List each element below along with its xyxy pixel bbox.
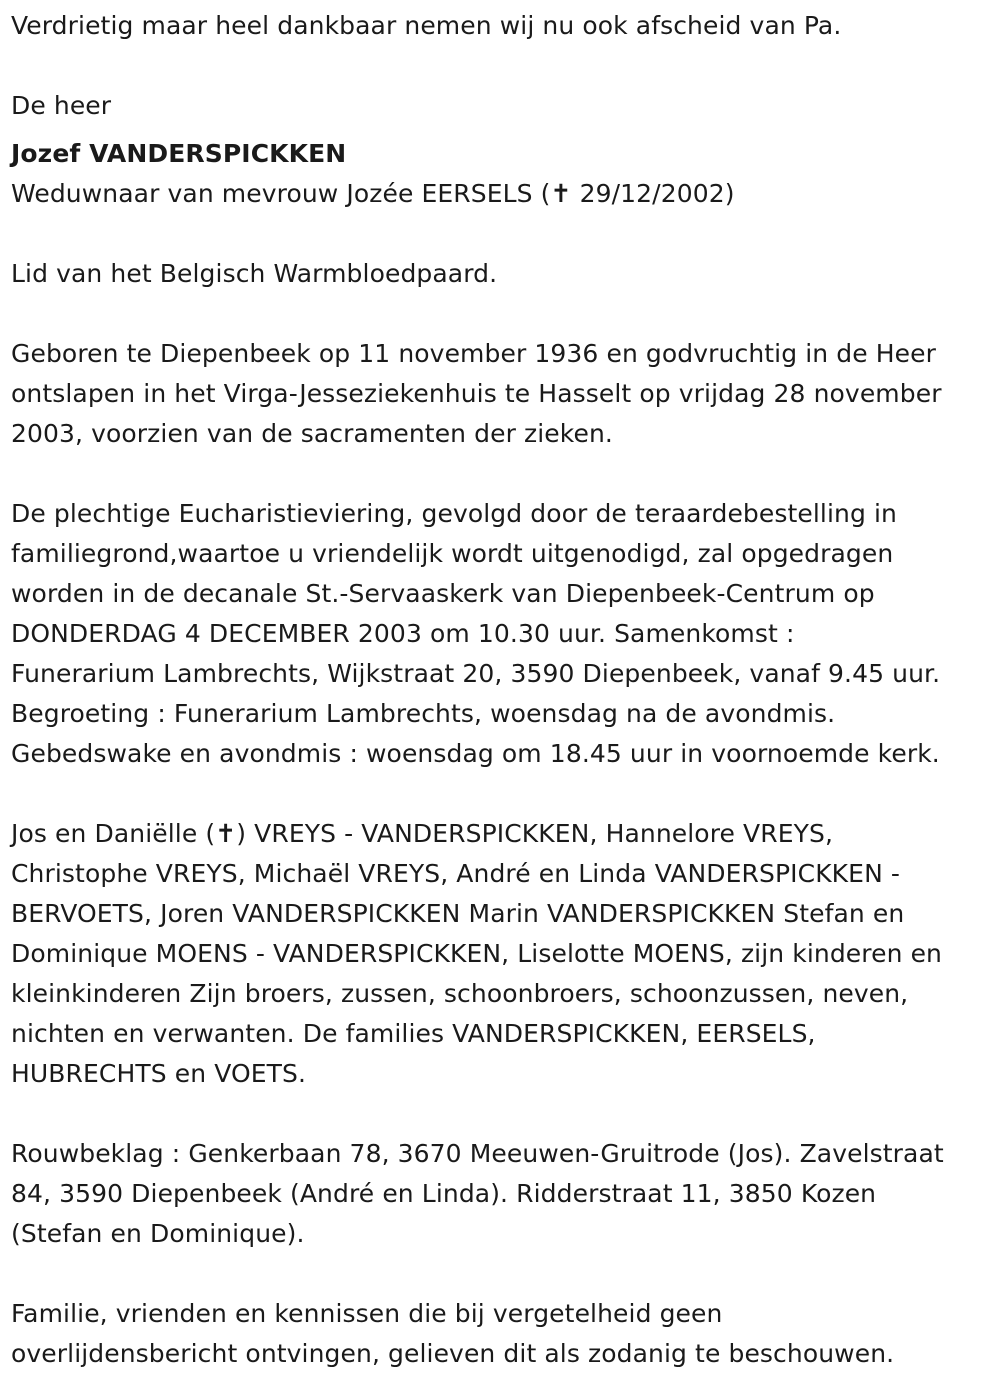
birth-death-paragraph (11, 334, 996, 454)
intro-text: Verdrietig maar heel dankbaar nemen wij nu ook afscheid van Pa. (11, 11, 842, 40)
spacer (11, 294, 996, 334)
closing-paragraph (11, 1294, 996, 1374)
paragraph-line: worden in de decanale St.-Servaaskerk van Diepenbeek-Centrum op (11, 579, 875, 608)
membership-text: Lid van het Belgisch Warmbloedpaard. (11, 259, 498, 288)
paragraph-line: kleinkinderen Zijn broers, zussen, schoonbroers, schoonzussen, neven, (11, 979, 909, 1008)
paragraph-line: overlijdensbericht ontvingen, gelieven dit als zodanig te beschouwen. (11, 1339, 895, 1368)
paragraph-line: BERVOETS, Joren VANDERSPICKKEN Marin VANDERSPICKKEN Stefan en (11, 899, 905, 928)
paragraph-line: 84, 3590 Diepenbeek (André en Linda). Ridderstraat 11, 3850 Kozen (11, 1179, 877, 1208)
spacer (11, 214, 996, 254)
condolence-paragraph (11, 1134, 996, 1254)
paragraph-line: (Stefan en Dominique). (11, 1219, 305, 1248)
paragraph-line: HUBRECHTS en VOETS. (11, 1059, 307, 1088)
paragraph-line: DONDERDAG 4 DECEMBER 2003 om 10.30 uur. Samenkomst : (11, 619, 795, 648)
paragraph-line: Jos en Daniëlle (✝) VREYS - VANDERSPICKKEN, Hannelore VREYS, (11, 819, 834, 848)
paragraph-line: Begroeting : Funerarium Lambrechts, woensdag na de avondmis. (11, 699, 836, 728)
paragraph-line: Christophe VREYS, Michaël VREYS, André en Linda VANDERSPICKKEN - (11, 859, 901, 888)
spacer (11, 126, 996, 134)
paragraph-line: Dominique MOENS - VANDERSPICKKEN, Liselotte MOENS, zijn kinderen en (11, 939, 942, 968)
spacer (11, 774, 996, 814)
paragraph-line: Rouwbeklag : Genkerbaan 78, 3670 Meeuwen-Gruitrode (Jos). Zavelstraat (11, 1139, 944, 1168)
paragraph-line: 2003, voorzien van de sacramenten der zieken. (11, 419, 613, 448)
family-paragraph (11, 814, 996, 1094)
obituary-document (11, 6, 996, 1374)
paragraph-line: Familie, vrienden en kennissen die bij vergetelheid geen (11, 1299, 723, 1328)
deceased-name: Jozef VANDERSPICKKEN (11, 139, 347, 168)
spacer (11, 1094, 996, 1134)
paragraph-line: Geboren te Diepenbeek op 11 november 1936 en godvruchtig in de Heer (11, 339, 937, 368)
paragraph-line: De plechtige Eucharistieviering, gevolgd door de teraardebestelling in (11, 499, 897, 528)
widower-line: Weduwnaar van mevrouw Jozée EERSELS (✝ 29/12/2002) (11, 179, 735, 208)
paragraph-line: familiegrond,waartoe u vriendelijk wordt uitgenodigd, zal opgedragen (11, 539, 894, 568)
ceremony-paragraph (11, 494, 996, 774)
paragraph-line: ontslapen in het Virga-Jesseziekenhuis te Hasselt op vrijdag 28 november (11, 379, 942, 408)
paragraph-line: nichten en verwanten. De families VANDERSPICKKEN, EERSELS, (11, 1019, 816, 1048)
paragraph-line: Funerarium Lambrechts, Wijkstraat 20, 3590 Diepenbeek, vanaf 9.45 uur. (11, 659, 941, 688)
spacer (11, 1254, 996, 1294)
salutation: De heer (11, 91, 112, 120)
paragraph-line: Gebedswake en avondmis : woensdag om 18.45 uur in voornoemde kerk. (11, 739, 940, 768)
spacer (11, 46, 996, 86)
spacer (11, 454, 996, 494)
